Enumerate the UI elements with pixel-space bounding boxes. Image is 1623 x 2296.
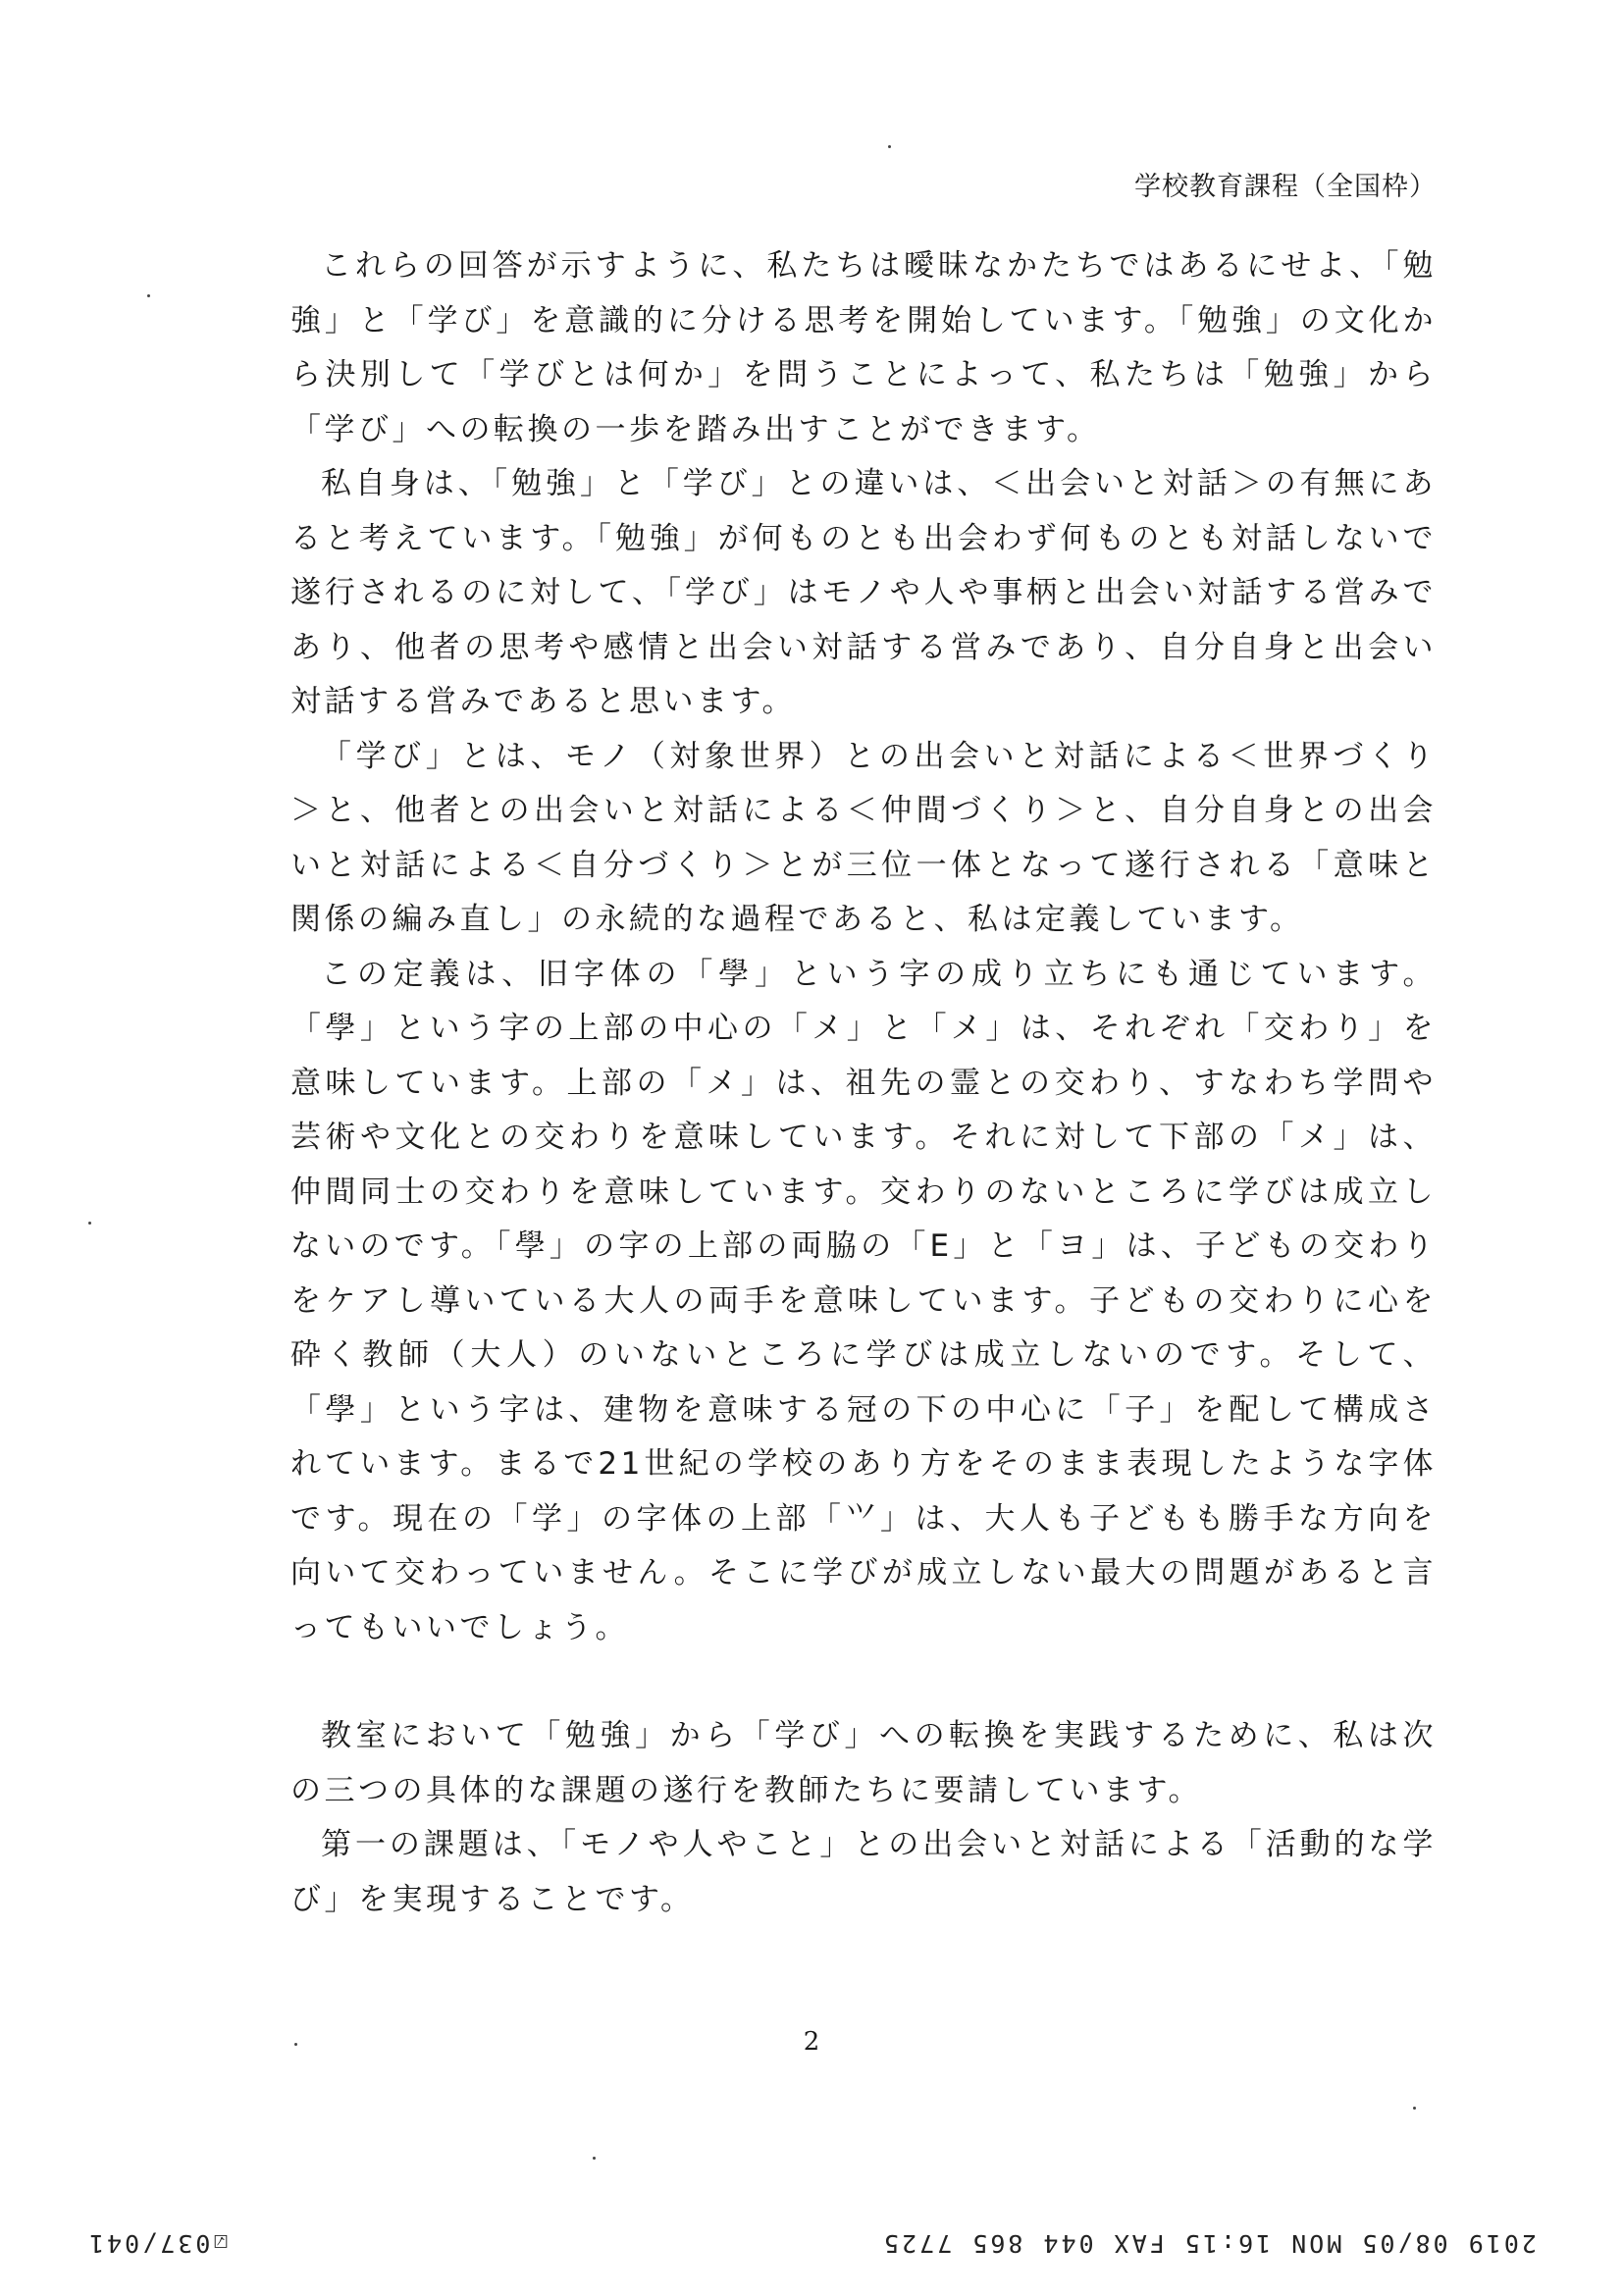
document-body — [290, 239, 1437, 1927]
paragraph-2: 私自身は、「勉強」と「学び」との違いは、＜出会いと対話＞の有無にあると考えています。「勉強」が何ものとも出会わず何ものとも対話しないで遂行されるのに対して、「学び」はモノや人や事柄と出会い対話する営みであり、他者の思考や感情と出会い対話する営みであり、自分自身と出会い対話する営みであると思います。 — [290, 466, 1437, 719]
paragraph-1: これらの回答が示すように、私たちは曖昧なかたちではあるにせよ、「勉強」と「学び」を意識的に分ける思考を開始しています。「勉強」の文化から決別して「学びとは何か」を問うことによって、私たちは「勉強」から「学び」への転換の一歩を踏み出すことができます。 — [290, 248, 1437, 447]
scan-speck — [593, 2157, 596, 2160]
fax-transmission-header: 2019 08/05 MON 16:15 FAX 044 865 7725 — [881, 2229, 1537, 2258]
scan-speck — [888, 145, 891, 148]
section-gap — [290, 1655, 1437, 1709]
scan-speck — [88, 1222, 91, 1225]
paragraph-3: 「学び」とは、モノ（対象世界）との出会いと対話による＜世界づくり＞と、他者との出会いと対話による＜仲間づくり＞と、自分自身との出会いと対話による＜自分づくり＞とが三位一体となって遂行される「意味と関係の編み直し」の永続的な過程であると、私は定義しています。 — [290, 738, 1437, 937]
scan-speck — [1413, 2107, 1416, 2110]
document-header-title: 学校教育課程（全国枠） — [1134, 172, 1437, 202]
page-number: 2 — [803, 2027, 820, 2057]
paragraph-4: この定義は、旧字体の「學」という字の成り立ちにも通じています。「學」という字の上部の中心の「メ」と「メ」は、それぞれ「交わり」を意味しています。上部の「メ」は、祖先の霊との交わり、すなわち学問や芸術や文化との交わりを意味しています。それに対して下部の「メ」は、仲間同士の交わりを意味しています。交わりのないところに学びは成立しないのです。「學」の字の上部の両脇の「E」と「ヨ」は、子どもの交わりをケアし導いている大人の両手を意味しています。子どもの交わりに心を砕く教師（大人）のいないところに学びは成立しないのです。そして、「學」という字は、建物を意味する冠の下の中心に「子」を配して構成されています。まるで21世紀の学校のあり方をそのまま表現したような字体です。現在の「学」の字体の上部「⺍」は、大人も子どもも勝手な方向を向いて交わっていません。そこに学びが成立しない最大の問題があると言ってもいいでしょう。 — [290, 956, 1437, 1645]
paragraph-5: 教室において「勉強」から「学び」への転換を実践するために、私は次の三つの具体的な課題の遂行を教師たちに要請しています。 — [290, 1718, 1437, 1808]
paragraph-6: 第一の課題は、「モノや人やこと」との出会いと対話による「活動的な学び」を実現することです。 — [290, 1827, 1437, 1917]
scan-speck — [147, 294, 150, 297]
fax-page-count: ☑037/041 — [86, 2229, 229, 2258]
scan-speck — [294, 2043, 297, 2046]
